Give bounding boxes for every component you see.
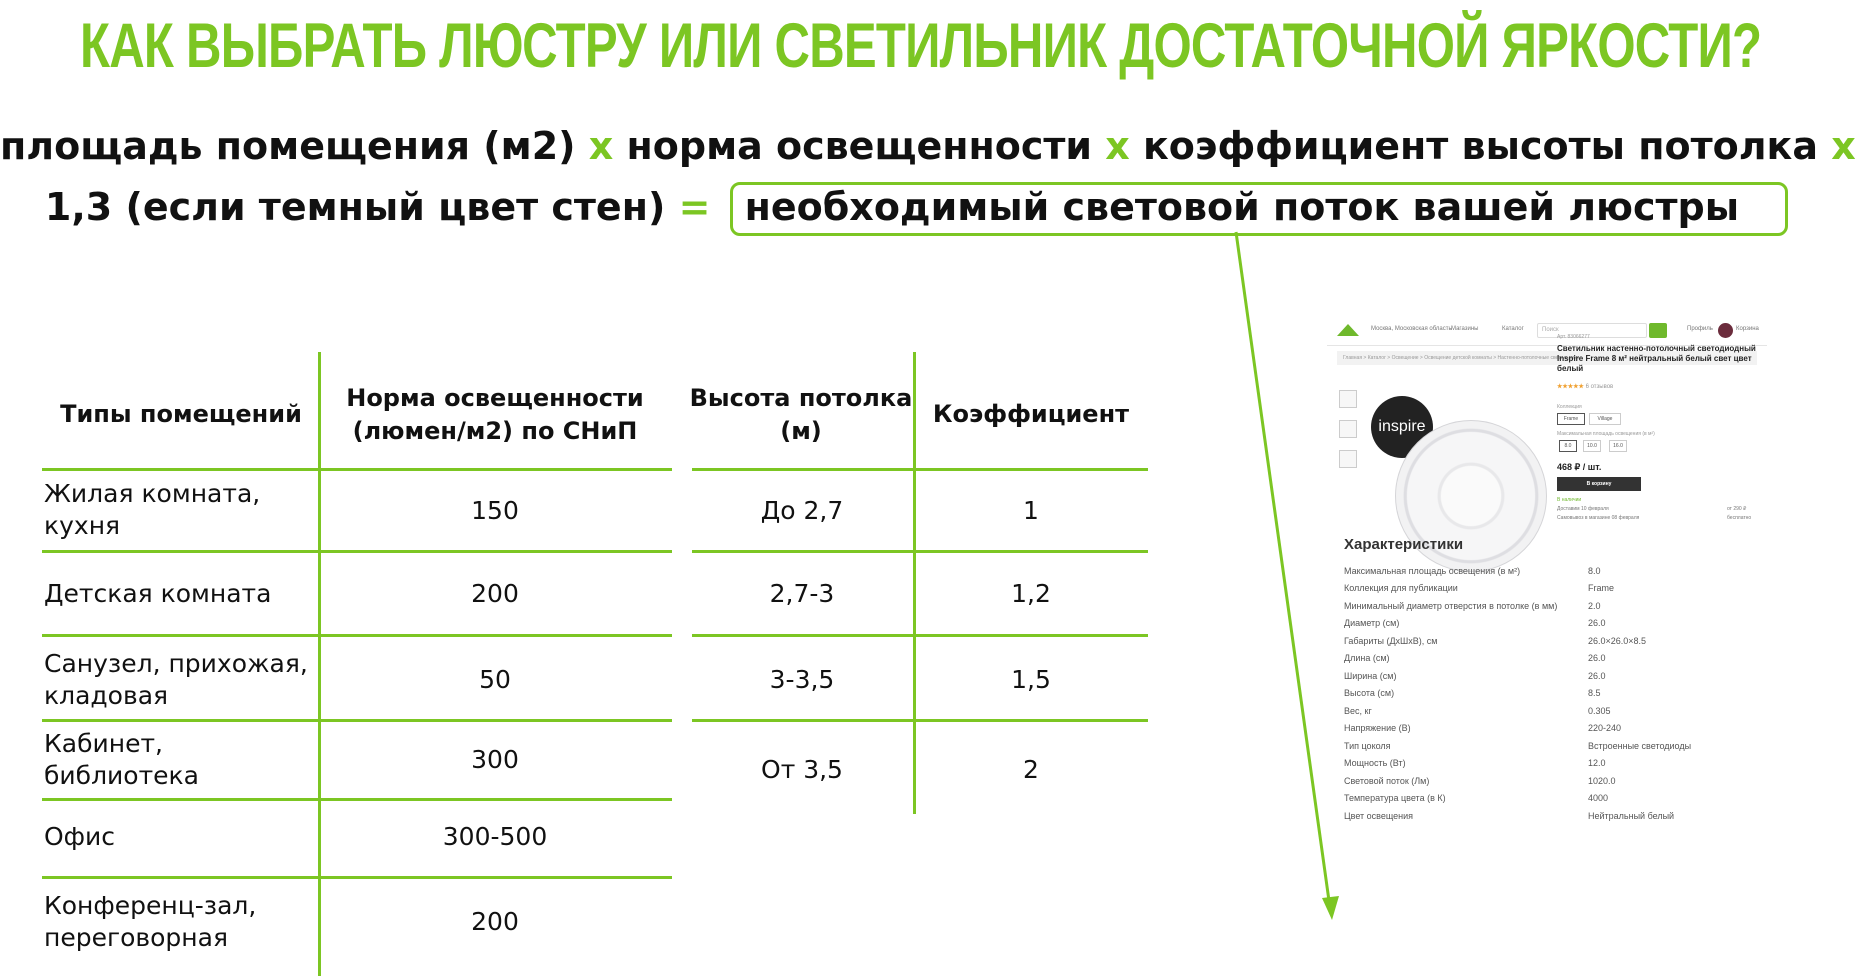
spec-value: 8.0 xyxy=(1588,566,1601,576)
multiply-sign: х xyxy=(1831,124,1856,168)
table-row-coef: 2 xyxy=(1023,755,1039,784)
option-area[interactable]: 10.0 xyxy=(1583,440,1601,452)
table-row-norm: 200 xyxy=(471,907,519,936)
thumbnail[interactable] xyxy=(1339,390,1357,408)
stock-status: В наличии xyxy=(1557,497,1582,503)
header-norm: Норма освещенности (люмен/м2) по СНиП xyxy=(346,384,644,445)
formula-line-1 xyxy=(0,124,1856,168)
spec-value: 26.0 xyxy=(1588,618,1606,628)
spec-value: 12.0 xyxy=(1588,758,1606,768)
thumbnail-list xyxy=(1339,390,1357,480)
search-input[interactable]: Поиск xyxy=(1537,323,1647,338)
table-row-room: Офис xyxy=(44,822,116,851)
store-header xyxy=(1327,316,1767,346)
price: 468 ₽ / шт. xyxy=(1557,462,1602,472)
table-row-room: Конференц-зал, переговорная xyxy=(44,891,257,952)
spec-key: Минимальный диаметр отверстия в потолке (в мм) xyxy=(1344,601,1558,611)
formula-area: площадь помещения (м2) xyxy=(0,124,576,168)
reviews-count: 6 отзывов xyxy=(1585,384,1614,390)
table-row-room: Детская комната xyxy=(44,579,272,608)
equals-sign: = xyxy=(678,185,711,229)
spec-key: Вес, кг xyxy=(1344,706,1372,716)
table-row-height: От 3,5 xyxy=(761,755,843,784)
spec-key: Напряжение (В) xyxy=(1344,723,1411,733)
stars-icon: ★★★★★ xyxy=(1557,384,1584,390)
catalog-button[interactable]: Каталог xyxy=(1502,326,1524,332)
formula-dark-walls: 1,3 (если темный цвет стен) xyxy=(44,185,666,229)
spec-value: 220-240 xyxy=(1588,723,1622,733)
spec-value-luminous-flux: 1020.0 xyxy=(1588,776,1616,786)
thumbnail[interactable] xyxy=(1339,450,1357,468)
breadcrumb[interactable]: Главная > Каталог > Освещение > Освещение детской комнаты > Настенно-потолочные светильники xyxy=(1337,351,1757,365)
spec-value: 2.0 xyxy=(1588,601,1601,611)
spec-value: Нейтральный белый xyxy=(1588,811,1675,821)
spec-key: Высота (см) xyxy=(1344,688,1395,698)
spec-value: 4000 xyxy=(1588,793,1609,803)
header-coefficient: Коэффициент xyxy=(932,400,1130,428)
table-row-coef: 1 xyxy=(1023,496,1039,525)
table-row-norm: 300 xyxy=(471,745,519,774)
spec-key: Максимальная площадь освещения (в м²) xyxy=(1344,566,1521,576)
characteristics-title: Характеристики xyxy=(1344,536,1464,553)
spec-key: Ширина (см) xyxy=(1344,671,1397,681)
option-area[interactable]: 8.0 xyxy=(1559,440,1577,452)
spec-key-luminous-flux: Световой поток (Лм) xyxy=(1344,776,1430,786)
table-row-room: Кабинет, библиотека xyxy=(44,729,199,790)
article-number: Арт. 83066277 xyxy=(1557,334,1590,340)
table-row-norm: 150 xyxy=(471,496,519,525)
cart-icon[interactable] xyxy=(1718,323,1733,338)
product-page-screenshot xyxy=(1327,316,1767,976)
product-title: Светильник настенно-потолочный светодиодный Inspire Frame 8 м² нейтральный белый свет цвет белый xyxy=(1557,344,1756,373)
spec-key: Мощность (Вт) xyxy=(1344,758,1406,768)
table-row-height: 3-3,5 xyxy=(769,665,835,694)
profile-link[interactable]: Профиль xyxy=(1687,326,1713,332)
spec-key: Температура цвета (в К) xyxy=(1344,793,1446,803)
header-ceiling-height: Высота потолка (м) xyxy=(689,384,913,445)
brand-logo: inspire xyxy=(1371,396,1433,458)
spec-value: 0.305 xyxy=(1588,706,1611,716)
formula-norm: норма освещенности xyxy=(626,124,1093,168)
table-row-height: 2,7-3 xyxy=(769,579,835,608)
area-label: Максимальная площадь освещения (в м²) xyxy=(1557,431,1655,437)
spec-key: Тип цоколя xyxy=(1344,741,1391,751)
spec-key: Цвет освещения xyxy=(1344,811,1414,821)
multiply-sign: х xyxy=(588,124,614,168)
spec-key: Коллекция для публикации xyxy=(1344,583,1458,593)
table-row-coef: 1,2 xyxy=(1011,579,1051,608)
shops-link[interactable]: Магазины xyxy=(1451,326,1479,332)
spec-value: 26.0 xyxy=(1588,653,1606,663)
formula-line-2 xyxy=(0,182,1833,236)
option-area[interactable]: 16.0 xyxy=(1609,440,1627,452)
table-row-room: Жилая комната, кухня xyxy=(44,479,261,540)
page-title: КАК ВЫБРАТЬ ЛЮСТРУ ИЛИ СВЕТИЛЬНИК ДОСТАТОЧНОЙ ЯРКОСТИ? xyxy=(80,11,1762,81)
formula-coef: коэффициент высоты потолка xyxy=(1143,124,1818,168)
add-to-cart-button[interactable]: В корзину xyxy=(1557,477,1641,491)
table-row-height: До 2,7 xyxy=(760,496,844,525)
pickup-price: бесплатно xyxy=(1727,515,1752,521)
option-frame[interactable]: Frame xyxy=(1557,413,1585,425)
pickup-info: Самовывоз в магазине 08 февраля xyxy=(1557,515,1640,521)
location-link[interactable]: Москва, Московская область xyxy=(1371,326,1452,332)
rating[interactable] xyxy=(1557,383,1613,390)
table-row-norm: 300-500 xyxy=(442,822,548,851)
delivery-info: Доставим 10 февраля xyxy=(1557,506,1609,512)
spec-value: 26.0 xyxy=(1588,671,1606,681)
search-button[interactable] xyxy=(1649,323,1667,338)
header-room-types: Типы помещений xyxy=(60,400,302,428)
cart-link[interactable]: Корзина xyxy=(1736,326,1759,332)
store-logo-icon xyxy=(1337,324,1359,336)
option-village[interactable]: Village xyxy=(1589,413,1621,425)
table-row-norm: 200 xyxy=(471,579,519,608)
spec-value: Встроенные светодиоды xyxy=(1588,741,1692,751)
thumbnail[interactable] xyxy=(1339,420,1357,438)
delivery-price: от 290 ₽ xyxy=(1727,506,1747,512)
spec-key: Диаметр (см) xyxy=(1344,618,1400,628)
spec-value: Frame xyxy=(1588,583,1615,593)
table-row-coef: 1,5 xyxy=(1011,665,1051,694)
spec-value: 26.0×26.0×8.5 xyxy=(1588,636,1647,646)
spec-key: Длина (см) xyxy=(1344,653,1390,663)
spec-value: 8.5 xyxy=(1588,688,1601,698)
formula-result-box: необходимый световой поток вашей люстры xyxy=(730,182,1788,236)
collection-label: Коллекция xyxy=(1557,404,1582,410)
spec-key: Габариты (ДхШхВ), см xyxy=(1344,636,1438,646)
table-row-room: Санузел, прихожая, кладовая xyxy=(44,649,308,710)
table-row-norm: 50 xyxy=(479,665,511,694)
multiply-sign: х xyxy=(1105,124,1130,168)
